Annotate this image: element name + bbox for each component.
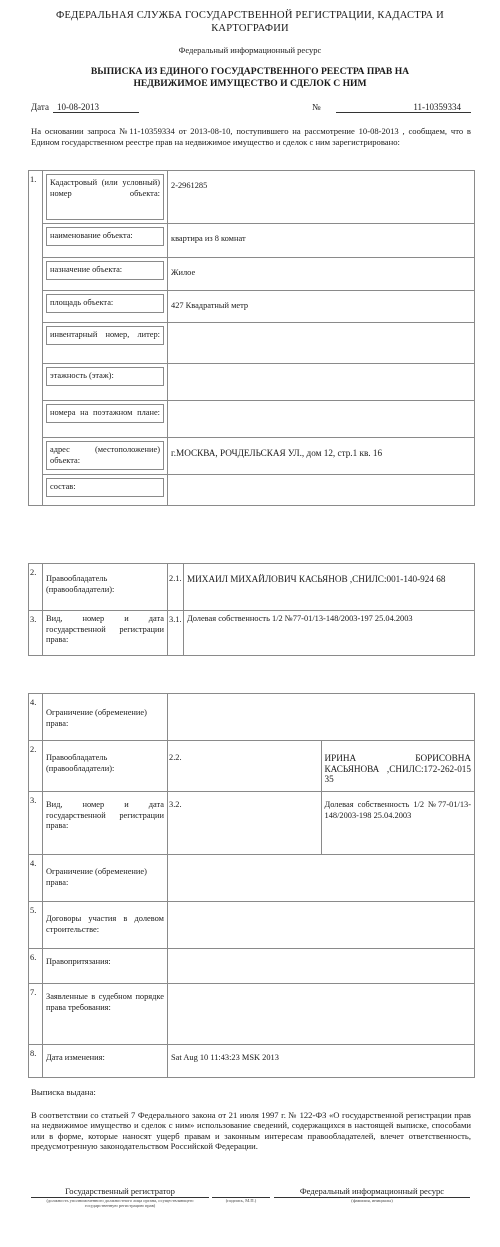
table-row: [29, 741, 475, 792]
row-number: 8.: [29, 1045, 43, 1078]
field-label: состав:: [43, 475, 168, 506]
issued-label: Выписка выдана:: [31, 1087, 96, 1097]
table-row: [29, 438, 475, 475]
row-number: 5.: [29, 902, 43, 949]
field-value: [168, 855, 475, 902]
field-label: Правообладатель (правообладатели):: [43, 564, 168, 611]
field-value: [168, 694, 475, 741]
agency-name: ФЕДЕРАЛЬНАЯ СЛУЖБА ГОСУДАРСТВЕННОЙ РЕГИСТРАЦИИ, КАДАСТРА И КАРТОГРАФИИ: [56, 10, 444, 34]
resource-label: Федеральный информационный ресурс: [299, 1186, 445, 1196]
table-row: [29, 224, 475, 258]
field-value: [168, 323, 475, 364]
field-label: назначение объекта:: [43, 258, 168, 291]
field-value: [168, 984, 475, 1045]
field-label: Дата изменения:: [43, 1045, 168, 1078]
field-label: адрес (местоположение) объекта:: [43, 438, 168, 475]
field-value: [168, 475, 475, 506]
sub-number: 3.2.: [168, 792, 322, 855]
field-value: [168, 401, 475, 438]
field-value: Sat Aug 10 11:43:23 MSK 2013: [168, 1045, 475, 1078]
table-row: [29, 611, 475, 656]
field-value: МИХАИЛ МИХАЙЛОВИЧ КАСЬЯНОВ ,СНИЛС:001-140-924 68: [184, 564, 475, 611]
row-number: 2.: [29, 564, 43, 611]
table-row: [29, 323, 475, 364]
table-row: [29, 364, 475, 401]
field-label: Заявленные в судебном порядке права требования:: [43, 984, 168, 1045]
registrar-caption: (должность уполномоченного должностного лица органа, осуществляющего государственную регистрацию прав): [46, 1198, 194, 1208]
row-number: 3.: [29, 611, 43, 656]
intro-paragraph: На основании запроса №11-10359334 от 2013-08-10, поступившего на рассмотрение 10-08-2013 , сообщаем, что в Едином государственном реестре прав на недвижимое имущество и сделок с ним зарегистрировано:: [31, 126, 471, 147]
row-number: 6.: [29, 949, 43, 984]
field-label: Ограничение (обременение) права:: [43, 855, 168, 902]
table-row: [29, 258, 475, 291]
number-value: 11-10359334: [336, 102, 471, 113]
holder-table-2: [28, 693, 475, 1078]
table-row: [29, 902, 475, 949]
field-value: [168, 364, 475, 401]
row-number: 3.: [29, 792, 43, 855]
document-title-line1: ВЫПИСКА ИЗ ЕДИНОГО ГОСУДАРСТВЕННОГО РЕЕСТРА ПРАВ НА: [90, 66, 410, 77]
resource-caption: (фамилия, инициалы): [351, 1198, 393, 1203]
field-label: Ограничение (обременение) права:: [43, 694, 168, 741]
table-row: [29, 949, 475, 984]
resource-signature-block: [274, 1186, 470, 1203]
field-value: [168, 902, 475, 949]
row-number: 1.: [29, 171, 43, 506]
table-row: [29, 291, 475, 323]
field-label: Договоры участия в долевом строительстве:: [43, 902, 168, 949]
document-title-line2: НЕДВИЖИМОЕ ИМУЩЕСТВО И СДЕЛОК С НИМ: [133, 78, 367, 89]
sub-number: 3.1.: [168, 611, 184, 656]
table-row: [29, 792, 475, 855]
table-row: [29, 171, 475, 224]
table-row: [29, 984, 475, 1045]
table-row: [29, 564, 475, 611]
row-number: 7.: [29, 984, 43, 1045]
document-title: [30, 66, 470, 90]
field-label: Правопритязания:: [43, 949, 168, 984]
date-value: 10-08-2013: [53, 102, 139, 113]
field-label: этажность (этаж):: [43, 364, 168, 401]
field-label: Вид, номер и дата государственной регистрации права:: [43, 611, 168, 656]
table-row: [29, 1045, 475, 1078]
field-value: ИРИНА БОРИСОВНА КАСЬЯНОВА ,СНИЛС:172-262-015 35: [321, 741, 475, 792]
holder-table-1: [28, 563, 475, 656]
field-label: площадь объекта:: [43, 291, 168, 323]
field-value: Долевая собственность 1/2 №77-01/13-148/2003-198 25.04.2003: [321, 792, 475, 855]
table-row: [29, 475, 475, 506]
field-label: инвентарный номер, литер:: [43, 323, 168, 364]
resource-subtitle: Федеральный информационный ресурс: [178, 45, 322, 55]
table-row: [29, 855, 475, 902]
date-label: Дата: [31, 102, 49, 112]
table-row: [29, 401, 475, 438]
field-label: Вид, номер и дата государственной регистрации права:: [43, 792, 168, 855]
sub-number: 2.2.: [168, 741, 322, 792]
field-label: номера на поэтажном плане:: [43, 401, 168, 438]
field-value: 427 Квадратный метр: [168, 291, 475, 323]
field-label: Кадастровый (или условный) номер объекта:: [43, 171, 168, 224]
legal-notice: В соответствии со статьей 7 Федерального закона от 21 июля 1997 г. № 122-ФЗ «О государственной регистрации прав на недвижимое имущество и сделок с ним» использование сведений, содержащихся в настоящей выписке, способами или в форме, которые наносят ущерб правам и законным интересам правообладателей, влечет ответственность, предусмотренную законодательством Российской Федерации.: [31, 1110, 471, 1152]
field-value: квартира из 8 комнат: [168, 224, 475, 258]
sub-number: 2.1.: [168, 564, 184, 611]
signature-caption: (подпись, М.П.): [225, 1198, 257, 1203]
row-number: 4.: [29, 855, 43, 902]
row-number: 4.: [29, 694, 43, 741]
field-label: наименование объекта:: [43, 224, 168, 258]
row-number: 2.: [29, 741, 43, 792]
date-number-line: [31, 102, 471, 116]
field-value: 2-2961285: [168, 171, 475, 224]
signature-block: [212, 1186, 270, 1203]
registrar-label: Государственный регистратор: [65, 1186, 175, 1196]
field-value: [168, 949, 475, 984]
field-label: Правообладатель (правообладатели):: [43, 741, 168, 792]
field-value: г.МОСКВА, РОЧДЕЛЬСКАЯ УЛ., дом 12, стр.1 кв. 16: [168, 438, 475, 475]
object-table: [28, 170, 475, 506]
table-row: [29, 694, 475, 741]
field-value: Жилое: [168, 258, 475, 291]
registrar-signature-block: [31, 1186, 209, 1208]
number-label: №: [312, 102, 321, 112]
field-value: Долевая собственность 1/2 №77-01/13-148/2003-197 25.04.2003: [184, 611, 475, 656]
